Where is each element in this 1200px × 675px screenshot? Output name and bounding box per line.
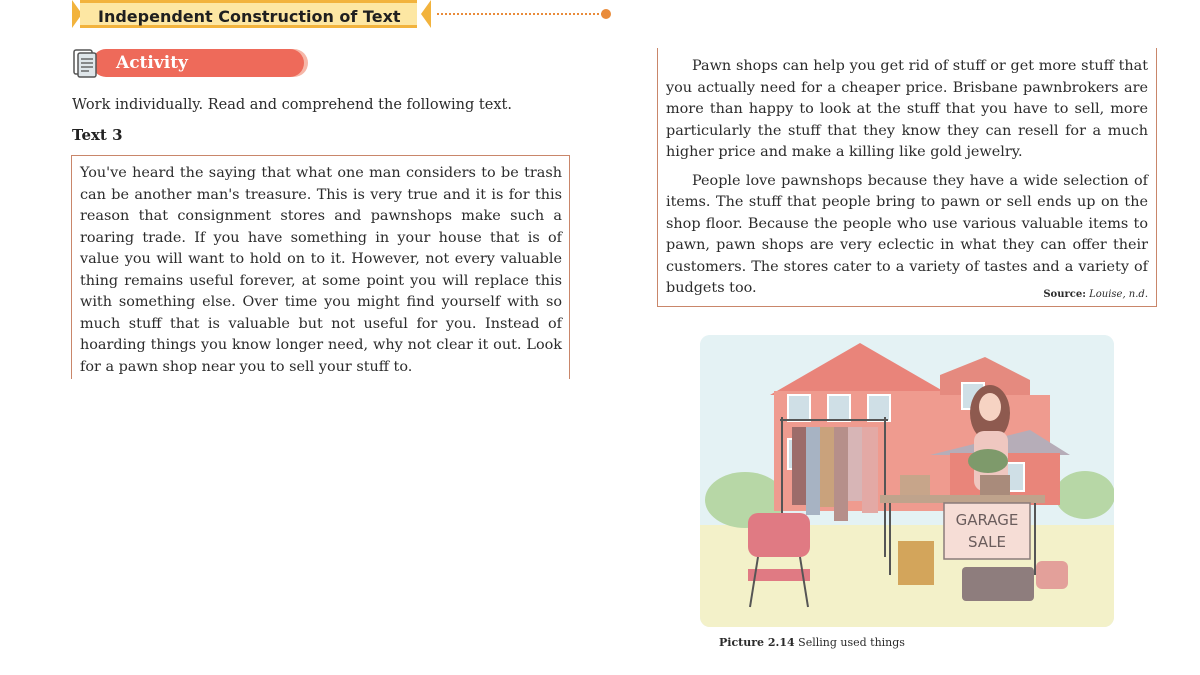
reading-text-box-right: [657, 48, 1157, 307]
box: [898, 541, 934, 585]
hanging-garment: [792, 427, 806, 505]
hanging-garment: [848, 427, 862, 501]
reading-text-box-left: [71, 155, 570, 379]
watering-can: [1036, 561, 1068, 589]
suitcase: [962, 567, 1034, 601]
caption-text: Selling used things: [798, 636, 905, 649]
hanging-garment: [806, 427, 820, 515]
document-icon: [72, 47, 98, 79]
section-banner: [72, 0, 611, 28]
picture-caption: [719, 636, 905, 649]
hanging-garment: [820, 427, 834, 507]
hanging-garment: [834, 427, 848, 521]
sign-text-line2: SALE: [968, 533, 1006, 551]
source-value: Louise, n.d.: [1089, 289, 1148, 300]
instruction-text: Work individually. Read and comprehend the following text.: [72, 97, 512, 113]
section-title: Independent Construction of Text: [80, 0, 417, 28]
text-label: Text 3: [72, 126, 123, 144]
caption-label: Picture 2.14: [719, 636, 795, 649]
hanging-garment: [862, 427, 878, 513]
sale-table: [880, 495, 1045, 503]
reading-paragraph: You've heard the saying that what one man considers to be trash can be another man's treasure. This is very true and it is for this reason that consignment stores and pawnshops make such a roaring trade. If you have something in your house that is of value you will want to hold on to it. However, not every valuable thing remains useful forever, at some point you will replace this with something else. Over time you might find yourself with so much stuff that is valuable but not useful for you. Instead of hoarding things you know longer need, why not clear it out. Look for a pawn shop near you to sell your stuff to.: [80, 165, 562, 375]
reading-paragraph: Pawn shops can help you get rid of stuff or get more stuff that you actually need for a cheaper price. Brisbane pawnbrokers are more than happy to look at the stuff that you have to sell, more particularly the stuff that they know they can resell for a much higher price and make a killing like gold jewelry.: [666, 58, 1148, 160]
source-label: Source:: [1043, 289, 1086, 300]
sign-text-line1: GARAGE: [955, 511, 1019, 529]
banner-dotted-line: [437, 13, 603, 15]
garage-sale-drawing: [700, 335, 1114, 627]
banner-right-chevron: [421, 0, 431, 28]
garage-sale-illustration: [700, 335, 1114, 627]
reading-paragraph: People love pawnshops because they have a wide selection of items. The stuff that people bring to pawn or sell ends up on the shop floor. Because the people who use various valuable items to pawn, pawn shops are very eclectic in what they can offer their customers. The stores cater to a variety of tastes and a variety of budgets too.: [666, 172, 1148, 296]
grill: [748, 513, 810, 557]
banner-end-dot: [601, 9, 611, 19]
activity-label: Activity 8: [116, 53, 188, 101]
source-citation: [1043, 289, 1148, 300]
